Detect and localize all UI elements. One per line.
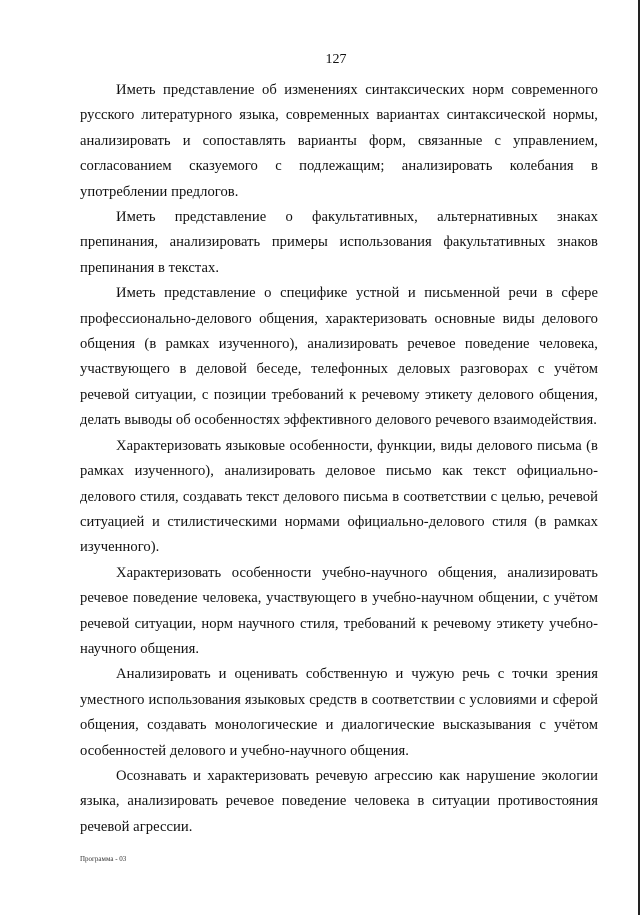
paragraph-syntax-norms: Иметь представление об изменениях синтаксических норм современного русского литературного языка, современных вариантах синтаксической нормы, анализировать и сопоставлять варианты форм, связанные с управлением, согласованием сказуемого с подлежащим; анализировать колебания в употреблении предлогов. [80,82,598,200]
paragraph-punctuation: Иметь представление о факультативных, альтернативных знаках препинания, анализировать примеры использования факультативных знаков препинания в текстах. [80,209,598,276]
body-text [80,78,598,840]
page-number: 127 [325,52,347,67]
paragraph-business-communication: Иметь представление о специфике устной и письменной речи в сфере профессионально-делового общения, характеризовать основные виды делового общения (в рамках изученного), анализировать речевое поведение человека, участвующего в деловой беседе, телефонных деловых разговорах с учётом речевой ситуации, с позиции требований к речевому этикету делового общения, делать выводы об особенностях эффективного делового речевого взаимодействия. [80,285,598,429]
paragraph-speech-evaluation: Анализировать и оценивать собственную и чужую речь с точки зрения уместного использования языковых средств в соответствии с условиями и сферой общения, создавать монологические и диалогические высказывания с учётом особенностей делового и учебно-научного общения. [80,666,598,759]
footer-label: Программа - 03 [80,855,127,863]
paragraph-academic-communication: Характеризовать особенности учебно-научного общения, анализировать речевое поведение человека, участвующего в учебно-научном общении, с учётом речевой ситуации, норм научного стиля, требований к речевому этикету учебно-научного общения. [80,564,598,657]
paragraph-business-letter: Характеризовать языковые особенности, функции, виды делового письма (в рамках изученного), анализировать деловое письмо как текст официально-делового стиля, создавать текст делового письма в соответствии с целью, речевой ситуацией и стилистическими нормами официально-делового стиля (в рамках изученного). [80,437,598,556]
paragraph-speech-aggression: Осознавать и характеризовать речевую агрессию как нарушение экологии языка, анализировать речевое поведение человека в ситуации противостояния речевой агрессии. [80,767,598,835]
